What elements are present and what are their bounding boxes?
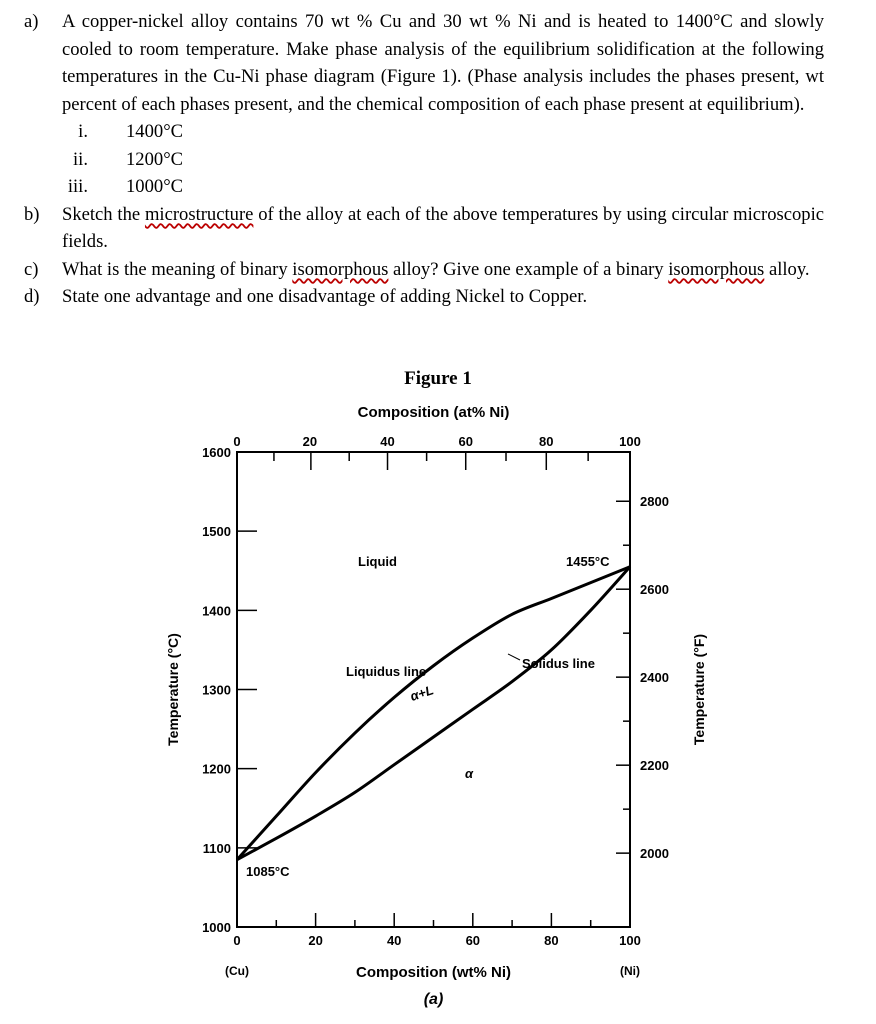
right-tick-label: 2400 <box>640 670 669 686</box>
ni-melting-point-label: 1455°C <box>566 554 610 569</box>
y-tick-label: 1400 <box>202 603 231 619</box>
spellcheck-word: isomorphous <box>292 258 389 280</box>
item-value: 1400°C <box>126 121 184 142</box>
x-tick-label: 100 <box>619 933 641 948</box>
y-axis-label: Temperature (°C) <box>165 633 181 746</box>
two-phase-label: α+L <box>408 682 436 704</box>
right-tick-label: 2600 <box>640 582 669 598</box>
item-value: 1000°C <box>126 176 184 197</box>
liquid-region-label: Liquid <box>358 554 397 569</box>
text-fragment: What is the meaning of binary <box>62 258 293 280</box>
plot-frame <box>237 452 630 927</box>
item-number: i. <box>78 121 88 142</box>
question-a-label: a) <box>24 11 39 32</box>
item-value: 1200°C <box>126 148 184 170</box>
question-b-label: b) <box>24 203 40 225</box>
cu-melting-point-label: 1085°C <box>246 864 290 879</box>
x-tick-label: 80 <box>544 933 559 948</box>
top-tick-label: 80 <box>539 434 554 449</box>
top-tick-label: 20 <box>302 434 318 449</box>
alpha-region-label: α <box>465 766 474 781</box>
question-d-label: d) <box>24 286 40 307</box>
x-tick-label: 40 <box>386 933 402 948</box>
figure-caption: (a) <box>423 991 444 1008</box>
spellcheck-word: microstructure <box>144 203 254 225</box>
top-tick-label: 60 <box>458 434 473 449</box>
x-sub-label-ni: (Ni) <box>620 964 640 978</box>
text-fragment: alloy? Give one example of a binary <box>388 258 669 280</box>
solidus-pointer <box>508 654 520 660</box>
right-tick-label: 2000 <box>640 846 669 862</box>
spellcheck-word: isomorphous <box>668 258 765 280</box>
question-d-text: State one advantage and one disadvantage of adding Nickel to Copper. <box>62 286 588 307</box>
liquidus-line <box>237 567 630 860</box>
figure-title: Figure 1 <box>404 368 472 389</box>
top-tick-label: 0 <box>233 434 241 449</box>
y-tick-label: 1200 <box>202 761 231 777</box>
chart-title: Composition (at% Ni) <box>357 404 510 421</box>
right-tick-label: 2200 <box>640 758 669 774</box>
y-tick-label: 1300 <box>202 682 231 698</box>
question-c-label: c) <box>24 258 39 280</box>
y-axis-label-right: Temperature (°F) <box>691 633 707 746</box>
x-axis-label: Composition (wt% Ni) <box>356 964 511 981</box>
x-tick-label: 20 <box>308 933 323 948</box>
y-tick-label: 1000 <box>202 920 231 935</box>
x-tick-label: 60 <box>465 933 481 948</box>
right-tick-label: 2800 <box>640 494 669 510</box>
item-number: ii. <box>73 148 88 170</box>
solidus-line-label: Solidus line <box>522 656 595 671</box>
top-tick-label: 100 <box>619 434 641 449</box>
text-fragment: of the alloy at each of the above temperatures by using circular microscopic fields. <box>62 203 825 252</box>
x-tick-label: 0 <box>233 933 241 948</box>
item-number: iii. <box>67 176 88 197</box>
text-fragment: alloy. <box>764 258 810 280</box>
y-tick-label: 1500 <box>202 524 231 540</box>
x-sub-label-cu: (Cu) <box>225 964 249 978</box>
text-fragment: Sketch the <box>62 203 145 225</box>
solidus-line <box>237 567 630 860</box>
question-a-text: A copper-nickel alloy contains 70 wt % Cu and 30 wt % Ni and is heated to 1400°C and slowly cooled to room temperature. Make phase analysis of the equilibrium solidification at the following temperatures in the Cu-Ni phase diagram (Figure 1). (Phase analysis includes the phases present, wt percent of each phases present, and the chemical composition of each phase present at equilibrium). <box>62 11 824 115</box>
liquidus-line-label: Liquidus line <box>346 664 427 679</box>
y-tick-label: 1600 <box>202 445 231 460</box>
y-tick-label: 1100 <box>202 840 231 856</box>
top-tick-label: 40 <box>380 434 395 449</box>
